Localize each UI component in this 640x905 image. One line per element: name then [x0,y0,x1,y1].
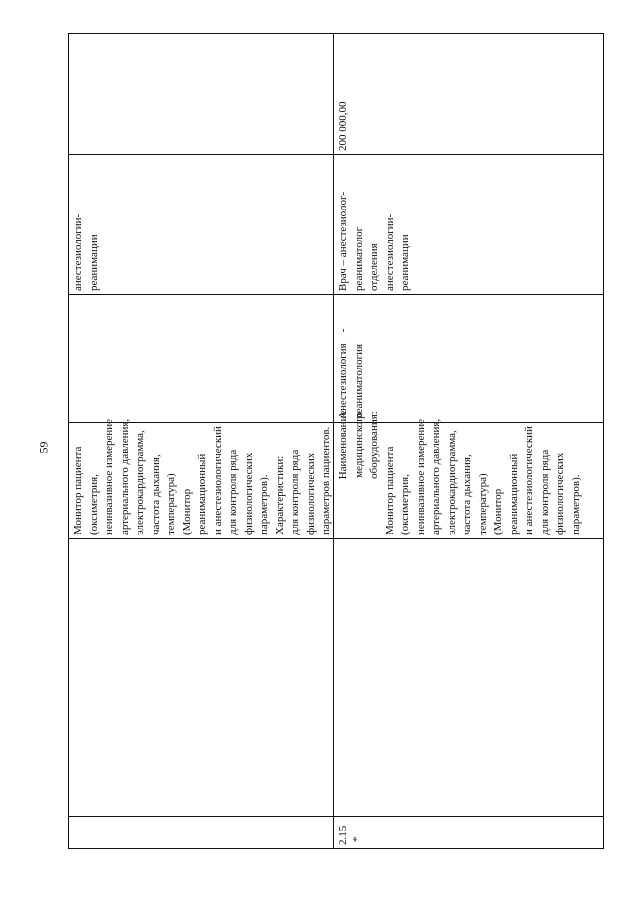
row-position-line: Врач – анестезиолог- [337,191,349,291]
column-separator-number [68,816,604,817]
row-top-description-line: (оксиметрия, [87,474,100,535]
row-top-position-line: реанимации [87,234,100,291]
row-top-description-line: электрокардиограмма, [134,430,146,535]
row-number: 2.15 [337,825,349,845]
column-separator-description [68,538,604,539]
row-description-line: артериального давления, [430,418,442,535]
table-border-right [68,33,604,34]
row-top-description-line: параметров). [258,474,270,535]
equipment-table [68,33,604,849]
row-top-description-line: для контроля ряда [227,449,239,535]
row-top-description-line: физиологических [242,452,255,535]
row-description-line: (Монитор [492,488,504,535]
row-amount: 200 000,00 [337,101,349,151]
row-description-line: Монитор пациента [383,446,396,535]
row-top-description-line: артериального давления, [118,418,131,535]
row-description-line: электрокардиограмма, [445,430,458,535]
row-description-line: частота дыхания, [461,454,473,535]
row-specialty-line: Анестезиология - [337,328,349,419]
row-description-line: неинвазивное измерение [414,418,427,535]
row-position-cell [336,157,414,291]
row-description-line: параметров). [569,474,582,535]
equipment-name-heading-line: Наименование [337,410,349,480]
row-top-position [71,157,102,291]
column-separator-position [68,294,604,295]
row-position-line: анестезиологии- [383,213,396,291]
row-specialty-cell [336,323,367,419]
row-top-description-line: температура) [165,473,177,535]
row-position-line: реаниматолог [352,226,365,291]
row-description-line: физиологических [554,452,566,535]
row-description-line: температура) [476,473,489,535]
row-top-description-line: Монитор пациента [72,446,84,535]
table-border-left [68,848,604,849]
row-top-description-line: частота дыхания, [149,454,162,535]
row-position-line: реанимации [399,234,411,291]
row-number-cell [336,819,362,845]
row-specialty-line: реаниматология [352,343,365,419]
row-description-line: реанимационный [507,453,520,535]
equipment-name-heading-line: оборудования: [368,411,380,479]
row-top-description-line: (Монитор [180,488,193,535]
row-top-description-line: реанимационный [196,453,208,535]
row-description-line: (оксиметрия, [399,474,411,535]
equipment-name-heading-line: медицинского [352,412,365,478]
row-description-cell [336,355,584,535]
row-description-line: для контроля ряда [538,449,551,535]
row-top-description [71,355,335,535]
row-top-position-line: анестезиологии- [72,213,84,291]
column-separator-extra [68,154,604,155]
row-top-description-line: параметров пациентов. [320,426,332,535]
row-top-description-line: неинвазивное измерение [103,418,115,535]
rotated-page-content [68,33,604,849]
row-top-description-line: физиологических [304,452,317,535]
table-border-bottom [603,33,604,849]
row-amount-cell [336,39,352,151]
page-number: 59 [36,441,51,454]
row-top-description-line: и анестезиологический [211,426,224,535]
table-border-top [68,33,69,849]
row-top-description-line: для контроля ряда [289,449,301,535]
row-marker: * [350,836,363,842]
row-position-line: отделения [368,243,380,291]
row-description-line: и анестезиологический [523,426,535,535]
row-top-description-line: Характеристики: [273,455,286,535]
